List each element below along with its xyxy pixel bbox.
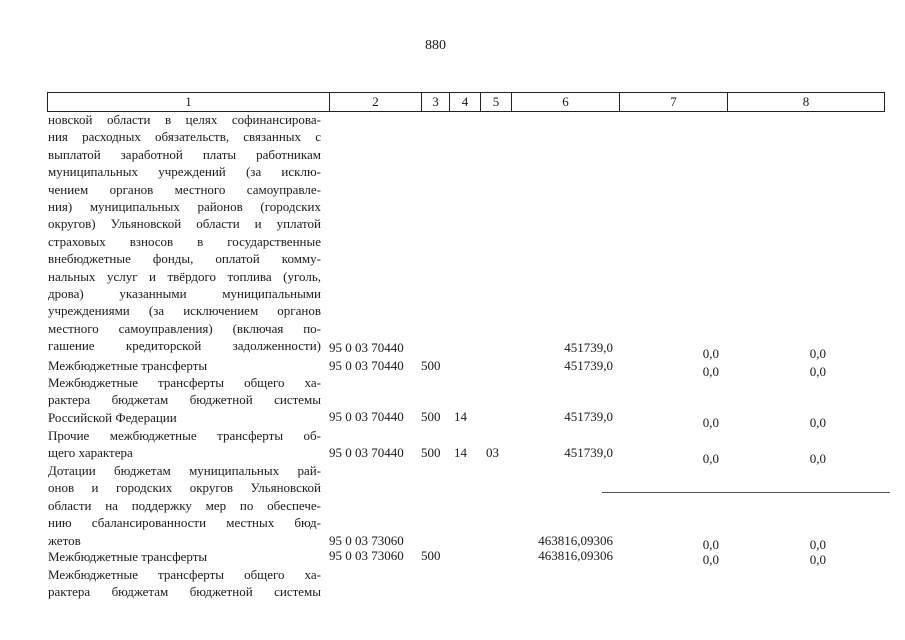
row-description: новской области в целях софинансирова- ния расходных обязательств, связанных с выплатой заработной платы работникам муниципальных учреждений (за исклю- чением органов местного самоуправле- ния) муниципальных районов (городских округов) Ульяновской области и уплатой страховых взносов в государственные внебюджетные фонды, оплатой комму- нальных услуг и твёрдого топлива (уголь, дрова) указанными муниципальными учреждениями (за исключением органов местного самоуправления) (включая по- гашение кредиторской задолженности) <box>48 112 321 354</box>
value-col-7: 0,0 <box>702 451 719 466</box>
value-col-8: 0,0 <box>809 451 826 466</box>
header-col-1: 1 <box>48 93 330 111</box>
budget-code: 95 0 03 73060 <box>329 548 404 563</box>
row-description: Межбюджетные трансферты <box>48 358 208 373</box>
subsection-code: 03 <box>486 445 499 460</box>
value-col-7: 0,0 <box>702 364 719 379</box>
expense-type: 500 <box>421 358 441 373</box>
table-row <box>0 548 905 567</box>
value-col-6: 463816,09306 <box>538 548 613 563</box>
value-col-8: 0,0 <box>809 415 826 430</box>
expense-type: 500 <box>421 409 441 424</box>
divider-line <box>602 492 890 493</box>
row-description: Межбюджетные трансферты <box>48 549 208 564</box>
budget-code: 95 0 03 73060 <box>329 533 404 548</box>
row-description: Дотации бюджетам муниципальных рай- онов и городских округов Ульяновской области на поддержку мер по обеспече- нию сбалансированности местных бюд- жетов <box>48 463 321 548</box>
table-row <box>0 445 905 466</box>
table-row <box>0 340 905 361</box>
value-col-8: 0,0 <box>809 537 826 552</box>
budget-code: 95 0 03 70440 <box>329 445 404 460</box>
value-col-8: 0,0 <box>809 364 826 379</box>
value-col-7: 0,0 <box>702 346 719 361</box>
section-code: 14 <box>454 409 467 424</box>
page-number: 880 <box>425 38 446 53</box>
value-col-6: 451739,0 <box>564 358 613 373</box>
header-col-4: 4 <box>450 93 481 111</box>
expense-type: 500 <box>421 548 441 563</box>
value-col-6: 451739,0 <box>564 445 613 460</box>
value-col-7: 0,0 <box>702 552 719 567</box>
header-col-7: 7 <box>620 93 728 111</box>
budget-code: 95 0 03 70440 <box>329 358 404 373</box>
header-col-8: 8 <box>802 94 810 109</box>
row-description: Прочие межбюджетные трансферты об- щего характера <box>48 428 321 461</box>
expense-type: 500 <box>421 445 441 460</box>
header-col-2: 2 <box>330 93 422 111</box>
row-description: Межбюджетные трансферты общего ха- рактера бюджетам бюджетной системы Российской Федерации <box>48 375 321 425</box>
value-col-8: 0,0 <box>809 552 826 567</box>
table-header <box>47 92 885 112</box>
header-col-5: 5 <box>481 93 512 111</box>
budget-code: 95 0 03 70440 <box>329 409 404 424</box>
table-row <box>0 533 905 552</box>
value-col-7: 0,0 <box>702 537 719 552</box>
header-col-3: 3 <box>422 93 450 111</box>
row-description: Межбюджетные трансферты общего ха- рактера бюджетам бюджетной системы <box>48 567 321 600</box>
budget-code: 95 0 03 70440 <box>329 340 404 355</box>
value-col-7: 0,0 <box>702 415 719 430</box>
table-row <box>0 409 905 430</box>
section-code: 14 <box>454 445 467 460</box>
value-col-6: 463816,09306 <box>538 533 613 548</box>
table-row <box>0 358 905 379</box>
value-col-6: 451739,0 <box>564 409 613 424</box>
value-col-6: 451739,0 <box>564 340 613 355</box>
header-col-6: 6 <box>512 93 620 111</box>
value-col-8: 0,0 <box>809 346 826 361</box>
